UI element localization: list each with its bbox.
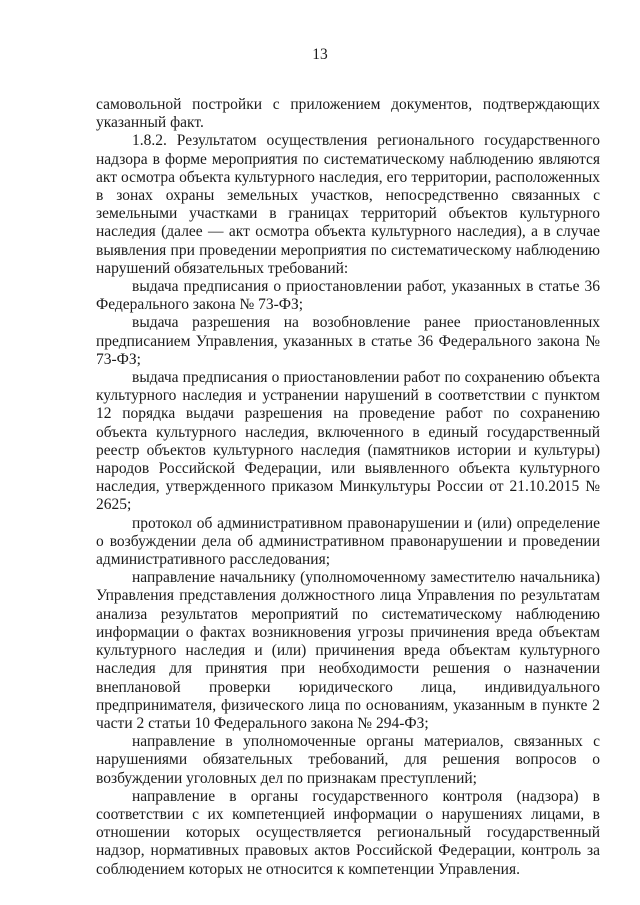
paragraph-continuation: самовольной постройки с приложением документов, подтверждающих указанный факт.	[96, 96, 600, 132]
list-item-preservation-order: выдача предписания о приостановлении работ по сохранению объекта культурного наследия и устранении нарушений в соответствии с пунктом 12 порядка выдачи разрешения на проведение работ по сохранению объекта культурного наследия, включенного в единый государственный реестр объектов культурного наследия (памятников истории и культуры) народов Российской Федерации, или выявленного объекта культурного наследия, утвержденного приказом Минкультуры России от 21.10.2015 № 2625;	[96, 369, 600, 514]
list-item-protocol: протокол об административном правонарушении и (или) определение о возбуждении дела об административном правонарушении и проведении административного расследования;	[96, 514, 600, 569]
page-number: 13	[312, 46, 328, 63]
paragraph-1-8-2: 1.8.2. Результатом осуществления регионального государственного надзора в форме мероприятия по систематическому наблюдению являются акт осмотра объекта культурного наследия, его территории, расположенных в зонах охраны земельных участков, непосредственно связанных с земельными участками в границах территорий объектов культурного наследия (далее — акт осмотра объекта культурного наследия), а в случае выявления при проведении мероприятия по систематическому наблюдению нарушений обязательных требований:	[96, 132, 600, 277]
document-body	[96, 96, 600, 879]
list-item-inspection-submission: направление начальнику (уполномоченному заместителю начальника) Управления представления должностного лица Управления по результатам анализа результатов мероприятий по систематическому наблюдению информации о фактах возникновения угрозы причинения вреда объектам культурного наследия и (или) причинения вреда объектам культурного наследия для принятия при необходимости решения о назначении внеплановой проверки юридического лица, индивидуального предпринимателя, физического лица по основаниям, указанным в пункте 2 части 2 статьи 10 Федерального закона № 294-ФЗ;	[96, 569, 600, 732]
list-item-resumption-permit: выдача разрешения на возобновление ранее приостановленных предписанием Управления, указанных в статье 36 Федерального закона № 73-ФЗ;	[96, 314, 600, 368]
list-item-control-bodies: направление в органы государственного контроля (надзора) в соответствии с их компетенцией информации о нарушениях лицами, в отношении которых осуществляется региональный государственный надзор, нормативных правовых актов Российской Федерации, контроль за соблюдением которых не относится к компетенции Управления.	[96, 787, 600, 878]
list-item-suspension-order: выдача предписания о приостановлении работ, указанных в статье 36 Федерального закона № 73-ФЗ;	[96, 278, 600, 314]
list-item-criminal-materials: направление в уполномоченные органы материалов, связанных с нарушениями обязательных требований, для решения вопросов о возбуждении уголовных дел по признакам преступлений;	[96, 733, 600, 787]
